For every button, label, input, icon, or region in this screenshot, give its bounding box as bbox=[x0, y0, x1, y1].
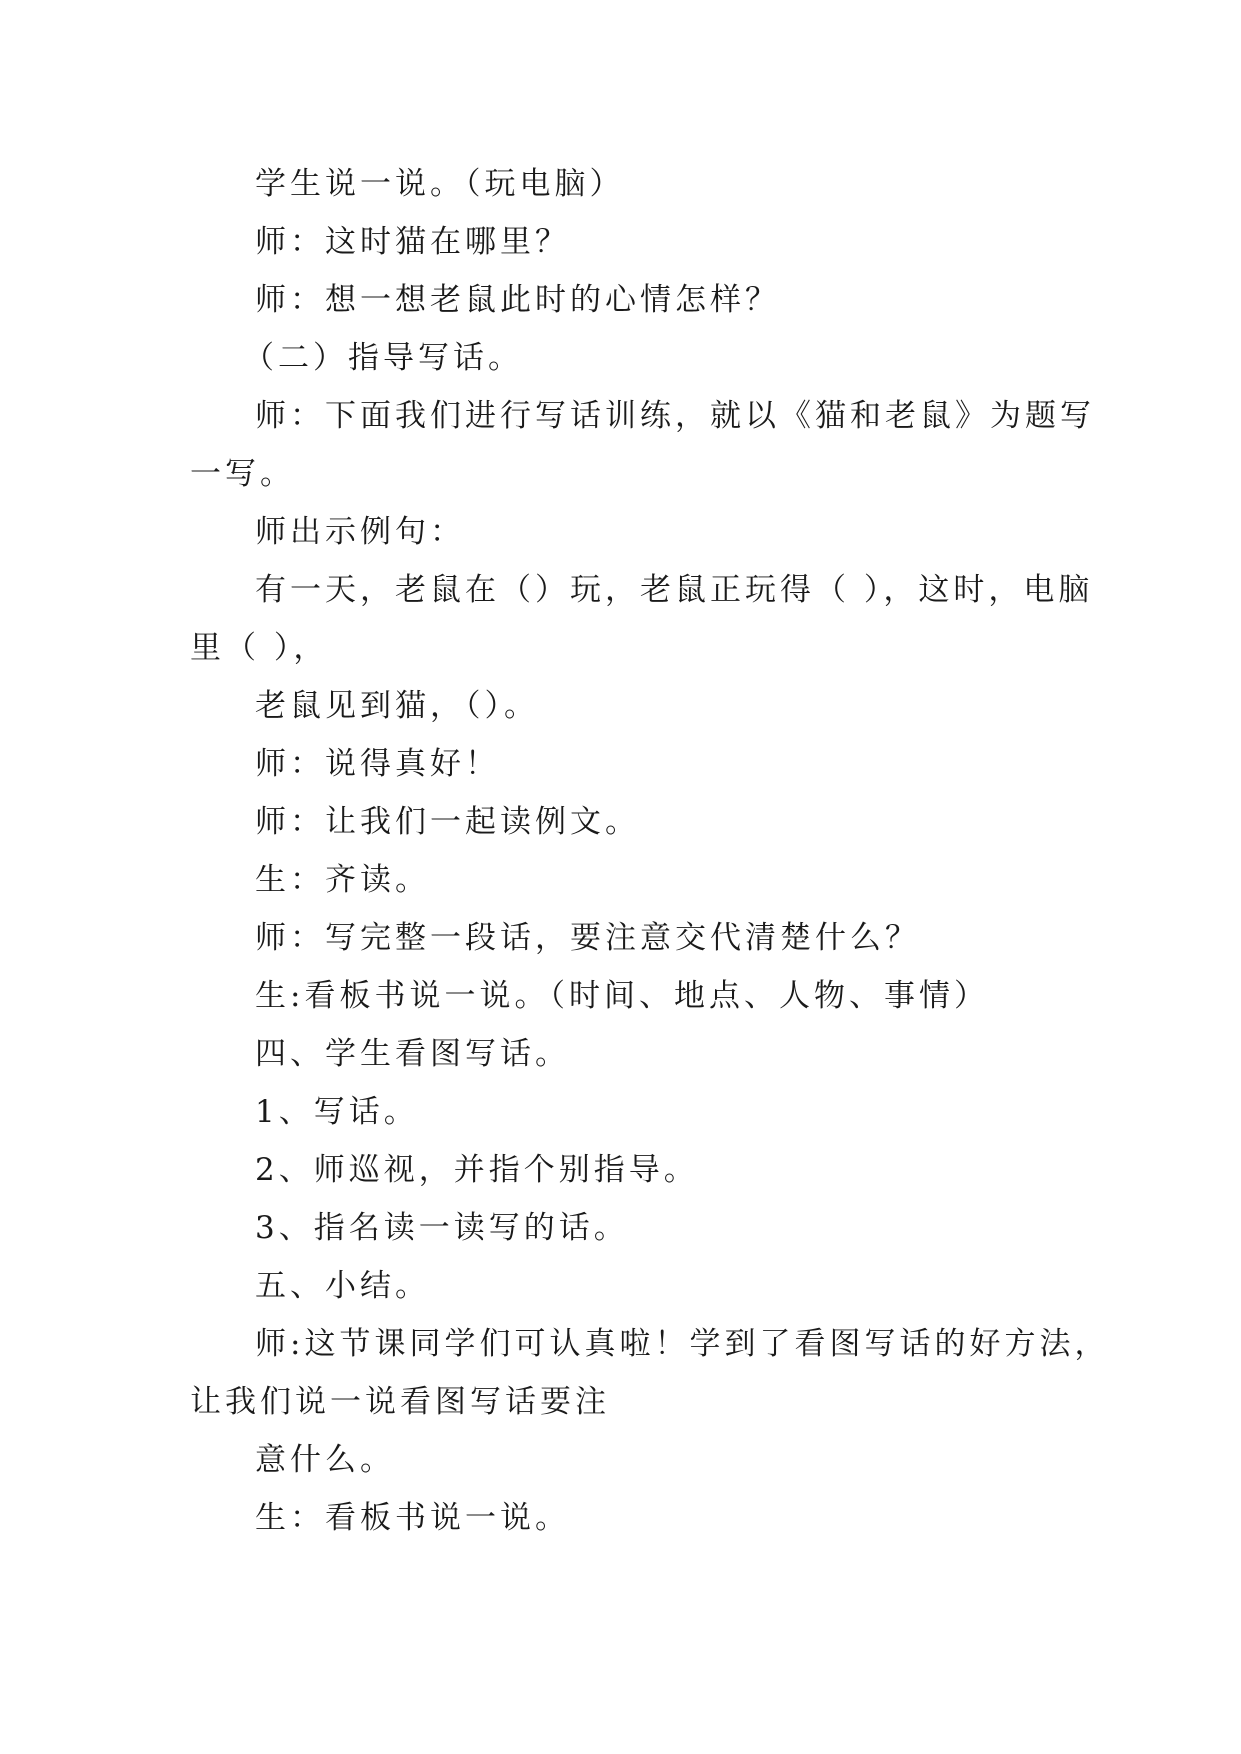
text-line: 师：想一想老鼠此时的心情怎样？ bbox=[255, 282, 780, 318]
text-line: 师：下面我们进行写话训练，就以《猫和老鼠》为题写 bbox=[255, 398, 1095, 434]
text-line: 师：写完整一段话，要注意交代清楚什么？ bbox=[255, 920, 920, 956]
list-item: 2、师巡视，并指个别指导。 bbox=[255, 1152, 699, 1188]
text-line: 生：看板书说一说。 bbox=[255, 1500, 570, 1536]
text-line: 师：这时猫在哪里？ bbox=[255, 224, 570, 260]
text-line: 让我们说一说看图写话要注 bbox=[190, 1384, 610, 1420]
text-line: 师:这节课同学们可认真啦！学到了看图写话的好方法， bbox=[255, 1326, 1110, 1362]
text-line: 师：说得真好！ bbox=[255, 746, 500, 782]
text-line: 意什么。 bbox=[255, 1442, 395, 1478]
text-line: 师：让我们一起读例文。 bbox=[255, 804, 640, 840]
example-sentence: 老鼠见到猫，（）。 bbox=[255, 688, 539, 724]
text-line: 学生说一说。（玩电脑） bbox=[255, 166, 625, 202]
section-heading: （二）指导写话。 bbox=[243, 340, 523, 376]
section-heading: 四、学生看图写话。 bbox=[255, 1036, 570, 1072]
text-line: 生:看板书说一说。（时间、地点、人物、事情） bbox=[255, 978, 989, 1014]
list-item: 1、写话。 bbox=[255, 1094, 419, 1130]
text-line: 一写。 bbox=[190, 456, 295, 492]
list-item: 3、指名读一读写的话。 bbox=[255, 1210, 629, 1246]
example-sentence: 有一天，老鼠在（）玩，老鼠正玩得（ ），这时，电脑 bbox=[255, 572, 1094, 608]
text-line: 师出示例句： bbox=[255, 514, 465, 550]
example-sentence: 里（ ）， bbox=[190, 630, 329, 666]
section-heading: 五、小结。 bbox=[255, 1268, 430, 1304]
text-line: 生：齐读。 bbox=[255, 862, 430, 898]
